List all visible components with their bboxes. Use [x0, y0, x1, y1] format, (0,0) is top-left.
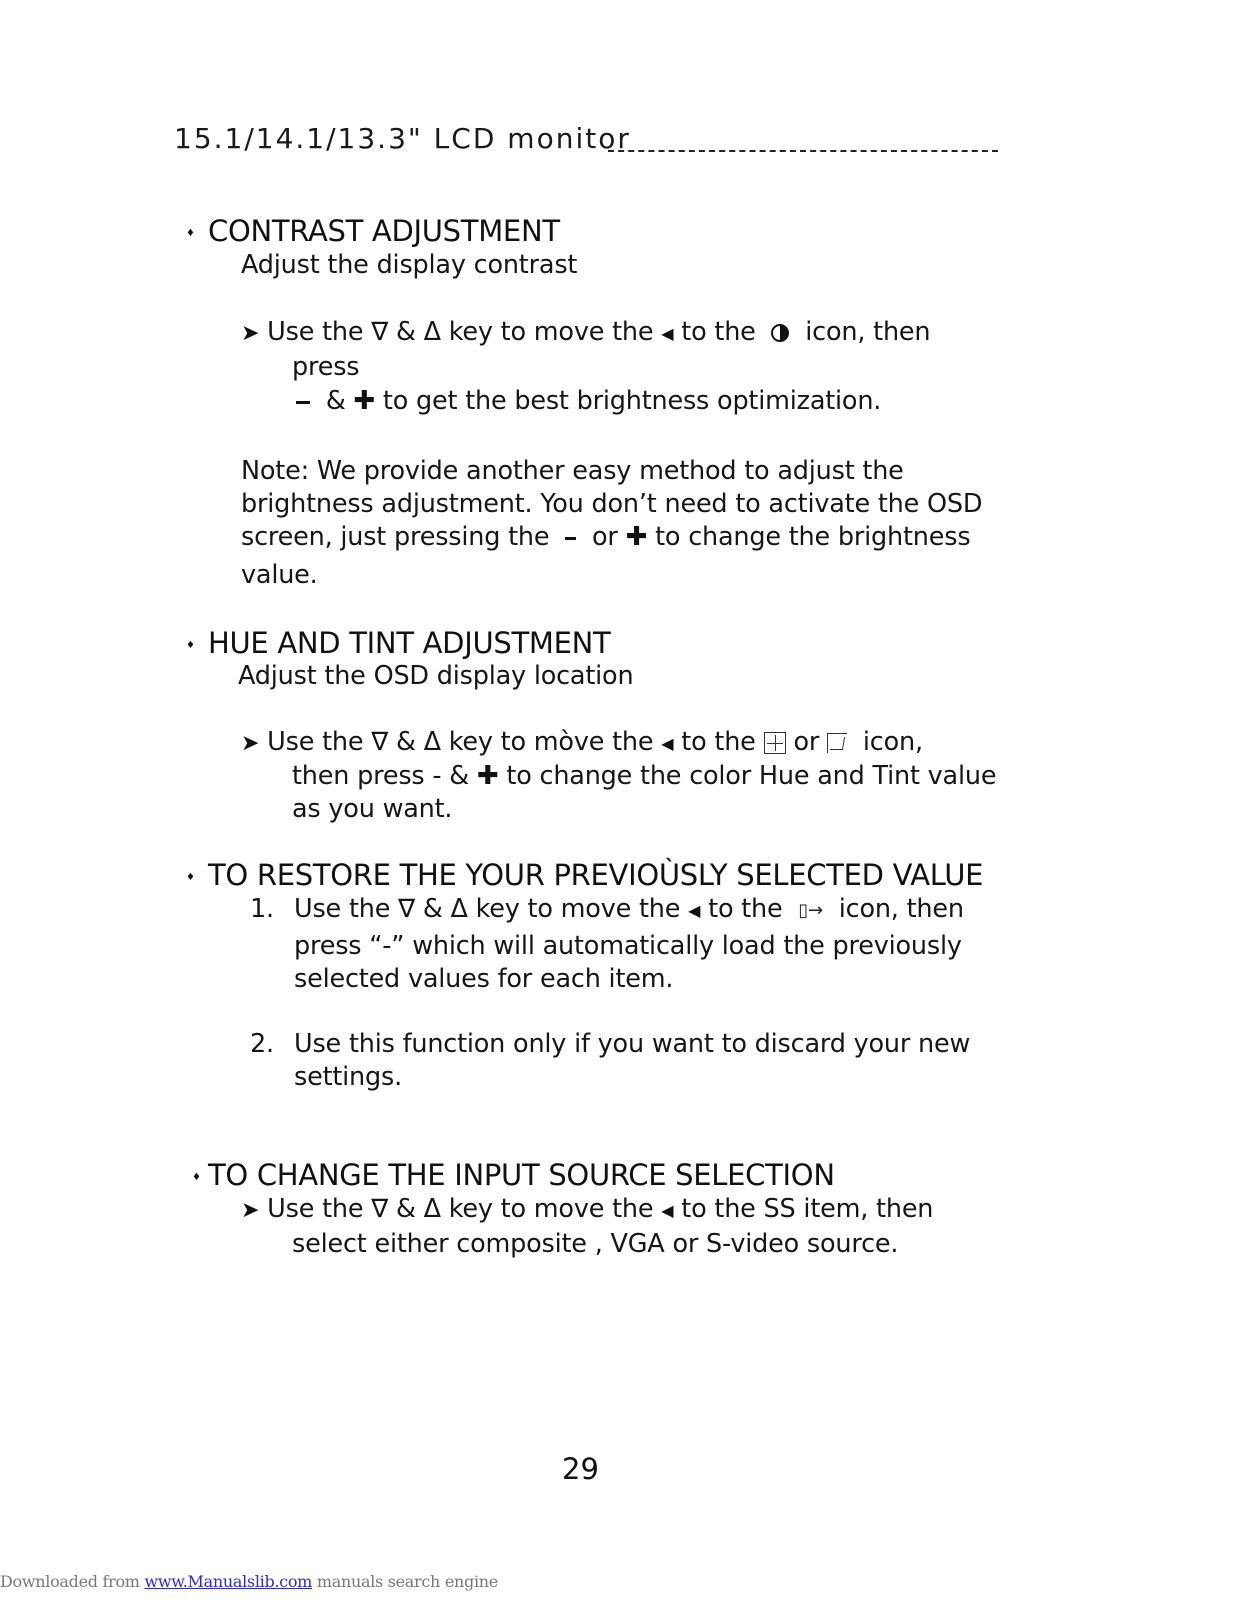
- restore-item1-text-c: icon, then: [838, 894, 964, 924]
- hue-step: [241, 727, 923, 757]
- plus-icon: ✚: [625, 522, 648, 552]
- input-section-heading: [192, 1158, 835, 1192]
- contrast-step-line2: press: [292, 352, 360, 382]
- note-line3-b: or: [592, 522, 618, 552]
- contrast-step-text-c: icon, then: [805, 317, 931, 347]
- diamond-bullet-icon: ♦: [186, 639, 195, 651]
- restore-item-2: [250, 1029, 970, 1059]
- footer-suffix: manuals search engine: [312, 1572, 498, 1591]
- download-footer: [0, 1572, 498, 1591]
- restore-item1-text-a: Use the ∇ & Δ key to move the: [294, 894, 681, 924]
- hue-step-or: or: [793, 727, 820, 757]
- hue-subtitle: Adjust the OSD display location: [238, 661, 634, 691]
- recall-icon: ▯→: [798, 899, 823, 921]
- minus-icon: [296, 401, 310, 404]
- restore-heading-text: TO RESTORE THE YOUR PREVIOÙSLY SELECTED VALUE: [208, 858, 984, 892]
- restore-section-heading: [186, 858, 983, 892]
- plus-icon: ✚: [476, 761, 499, 791]
- grid-hue-icon: [764, 732, 786, 754]
- restore-item-1: [250, 894, 964, 924]
- input-step-line2: select either composite , VGA or S-video source.: [292, 1229, 899, 1259]
- hue-step-text-b: to the: [681, 727, 756, 757]
- hue-section-heading: [186, 626, 610, 660]
- contrast-note-line1: [241, 456, 904, 486]
- manualslib-link[interactable]: www.Manualslib.com: [144, 1572, 313, 1591]
- diamond-bullet-icon: ♦: [186, 227, 195, 239]
- input-step-text-a: Use the ∇ & Δ key to move the: [267, 1194, 654, 1224]
- left-triangle-pointer-icon: ◀: [661, 733, 674, 753]
- page-header-title: 15.1/14.1/13.3" LCD monitor: [174, 122, 631, 155]
- contrast-note-line4: value.: [241, 560, 318, 590]
- input-heading-text: TO CHANGE THE INPUT SOURCE SELECTION: [208, 1158, 835, 1192]
- half-circle-contrast-icon: [771, 324, 789, 342]
- diamond-bullet-icon: ♦: [192, 1171, 201, 1183]
- contrast-step: [241, 317, 930, 347]
- contrast-step-line3: [296, 386, 881, 416]
- contrast-heading-text: CONTRAST ADJUSTMENT: [208, 214, 560, 248]
- page-number: 29: [562, 1452, 599, 1486]
- restore-item1-line3: selected values for each item.: [294, 964, 674, 994]
- restore-item1-line2: press “-” which will automatically load the previously: [294, 931, 962, 961]
- contrast-note-line3: [241, 522, 970, 552]
- right-arrowhead-icon: ➤: [241, 1198, 260, 1223]
- right-arrowhead-icon: ➤: [241, 321, 260, 346]
- left-triangle-pointer-icon: ◀: [688, 900, 701, 920]
- note-line3-a: screen, just pressing the: [241, 522, 550, 552]
- contrast-section-heading: [186, 214, 560, 248]
- hue-step-line2: [292, 761, 996, 791]
- hue-heading-text: HUE AND TINT ADJUSTMENT: [208, 626, 611, 660]
- hue-step-line2-a: then press - &: [292, 761, 469, 791]
- right-arrowhead-icon: ➤: [241, 731, 260, 756]
- hue-step-text-a: Use the ∇ & Δ key to mòve the: [267, 727, 654, 757]
- restore-item2-line2: settings.: [294, 1062, 402, 1092]
- plus-icon: ✚: [353, 386, 375, 416]
- left-triangle-pointer-icon: ◀: [661, 1200, 674, 1220]
- contrast-note-line2: brightness adjustment. You don’t need to activate the OSD: [241, 489, 983, 519]
- contrast-step-text-a: Use the ∇ & Δ key to move the: [267, 317, 654, 347]
- note-line3-c: to change the brightness: [655, 522, 971, 552]
- note-line1-text: : We provide another easy method to adjust the: [300, 456, 904, 486]
- restore-item2-line1: Use this function only if you want to discard your new: [294, 1029, 971, 1059]
- header-rule: [608, 150, 998, 152]
- minus-icon: [565, 537, 576, 540]
- footer-prefix: Downloaded from: [0, 1572, 145, 1591]
- restore-item1-number: 1.: [250, 894, 274, 924]
- input-step-text-b: to the SS item, then: [681, 1194, 934, 1224]
- hue-step-line2-b: to change the color Hue and Tint value: [506, 761, 997, 791]
- hue-step-text-c: icon,: [862, 727, 923, 757]
- contrast-step-line3-text: to get the best brightness optimization.: [382, 386, 882, 416]
- restore-item2-number: 2.: [250, 1029, 274, 1059]
- left-triangle-pointer-icon: ◀: [661, 323, 674, 343]
- restore-item1-text-b: to the: [708, 894, 783, 924]
- note-label: Note: [241, 456, 301, 486]
- hue-step-line3: as you want.: [292, 794, 453, 824]
- contrast-amp: &: [325, 386, 346, 416]
- input-step: [241, 1194, 933, 1224]
- diamond-bullet-icon: ♦: [186, 871, 195, 883]
- contrast-step-text-b: to the: [681, 317, 756, 347]
- contrast-subtitle: Adjust the display contrast: [241, 250, 578, 280]
- corner-tint-icon: [827, 733, 847, 753]
